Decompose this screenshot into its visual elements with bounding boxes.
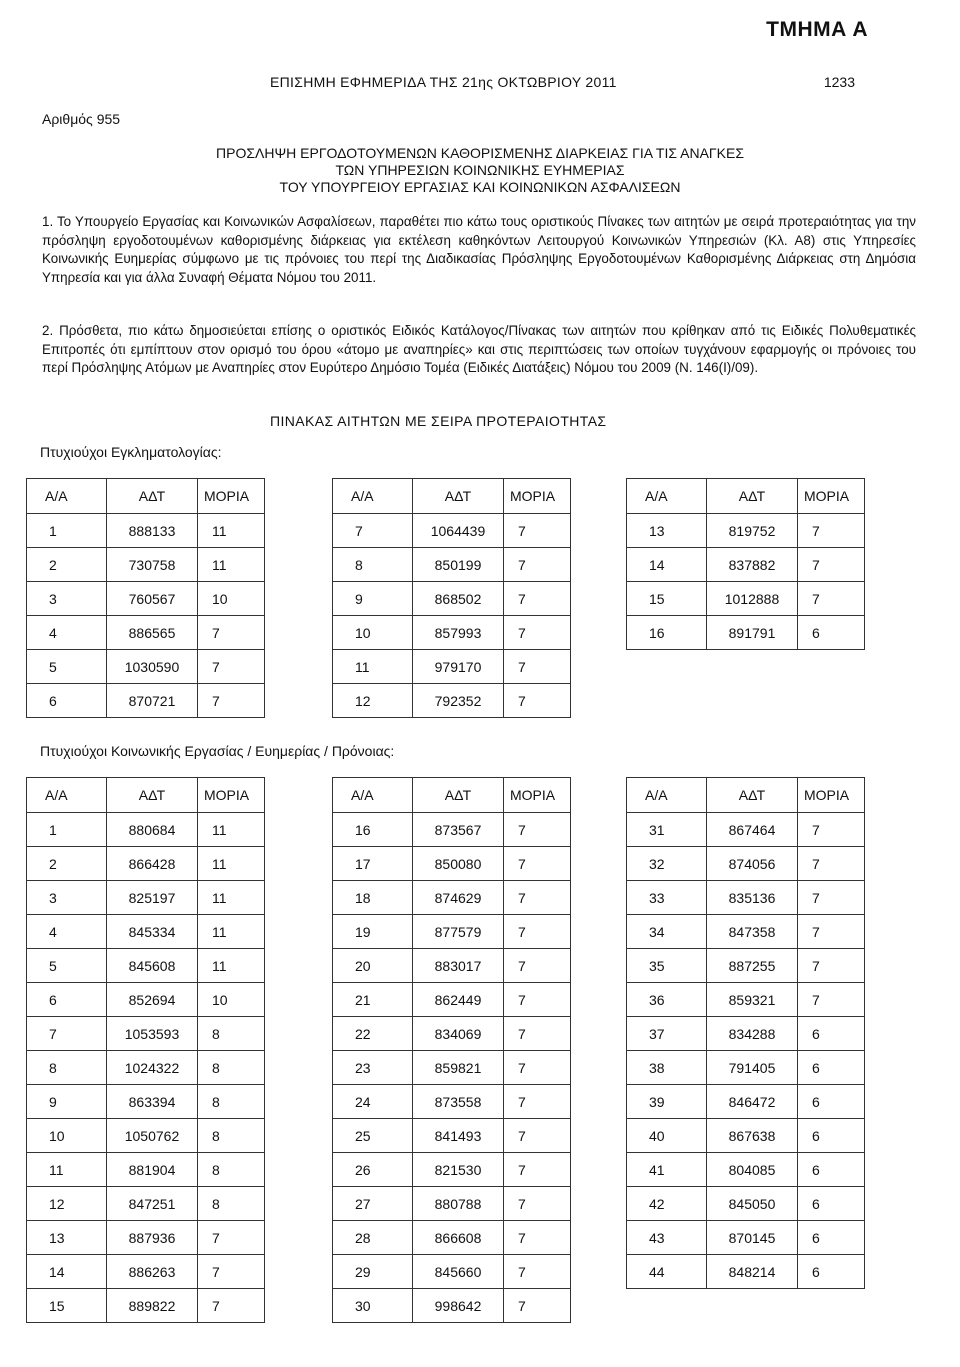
row-number: 10 <box>27 1119 107 1153</box>
group-label-criminology: Πτυχιούχοι Εγκληματολογίας: <box>40 444 222 460</box>
points: 8 <box>198 1153 265 1187</box>
table-row <box>333 1153 571 1187</box>
id-number: 883017 <box>413 949 504 983</box>
id-number: 819752 <box>707 514 798 548</box>
row-number: 14 <box>27 1255 107 1289</box>
row-number: 33 <box>627 881 707 915</box>
id-number: 979170 <box>413 650 504 684</box>
column-header: ΜΟΡΙΑ <box>504 778 571 813</box>
table-row <box>333 1051 571 1085</box>
points: 7 <box>504 1017 571 1051</box>
id-number: 874056 <box>707 847 798 881</box>
column-header: ΑΔΤ <box>707 778 798 813</box>
table-row <box>627 983 865 1017</box>
table-row <box>627 881 865 915</box>
table-header-row <box>627 778 865 813</box>
table-header-row <box>333 479 571 514</box>
id-number: 821530 <box>413 1153 504 1187</box>
section-label: ΤΜΗΜΑ Α <box>766 18 868 41</box>
table-row <box>627 1119 865 1153</box>
table-row <box>627 1187 865 1221</box>
table-row <box>333 1289 571 1323</box>
points: 7 <box>504 582 571 616</box>
points: 11 <box>198 949 265 983</box>
column-header: ΑΔΤ <box>107 479 198 514</box>
points: 7 <box>798 949 865 983</box>
id-number: 998642 <box>413 1289 504 1323</box>
row-number: 8 <box>27 1051 107 1085</box>
id-number: 866428 <box>107 847 198 881</box>
row-number: 37 <box>627 1017 707 1051</box>
id-number: 874629 <box>413 881 504 915</box>
row-number: 29 <box>333 1255 413 1289</box>
id-number: 850199 <box>413 548 504 582</box>
points: 7 <box>504 1153 571 1187</box>
table-row <box>27 1017 265 1051</box>
points: 6 <box>798 1153 865 1187</box>
id-number: 868502 <box>413 582 504 616</box>
row-number: 2 <box>27 548 107 582</box>
row-number: 31 <box>627 813 707 847</box>
row-number: 4 <box>27 616 107 650</box>
id-number: 834288 <box>707 1017 798 1051</box>
row-number: 7 <box>333 514 413 548</box>
id-number: 1024322 <box>107 1051 198 1085</box>
row-number: 9 <box>333 582 413 616</box>
id-number: 881904 <box>107 1153 198 1187</box>
table-header-row <box>27 479 265 514</box>
id-number: 889822 <box>107 1289 198 1323</box>
table-row <box>27 915 265 949</box>
points: 7 <box>504 983 571 1017</box>
points: 7 <box>198 1255 265 1289</box>
points: 7 <box>198 616 265 650</box>
table-row <box>27 983 265 1017</box>
points: 7 <box>198 1289 265 1323</box>
row-number: 14 <box>627 548 707 582</box>
row-number: 17 <box>333 847 413 881</box>
points: 11 <box>198 813 265 847</box>
points: 7 <box>504 915 571 949</box>
row-number: 39 <box>627 1085 707 1119</box>
id-number: 791405 <box>707 1051 798 1085</box>
table-row <box>333 983 571 1017</box>
table-row <box>333 1255 571 1289</box>
table-row <box>627 1085 865 1119</box>
row-number: 23 <box>333 1051 413 1085</box>
roster-table <box>626 777 865 1289</box>
points: 11 <box>198 847 265 881</box>
id-number: 863394 <box>107 1085 198 1119</box>
points: 6 <box>798 1085 865 1119</box>
points: 7 <box>198 650 265 684</box>
row-number: 16 <box>627 616 707 650</box>
id-number: 730758 <box>107 548 198 582</box>
column-header: Α/Α <box>627 778 707 813</box>
table-row <box>627 514 865 548</box>
id-number: 880684 <box>107 813 198 847</box>
id-number: 1030590 <box>107 650 198 684</box>
row-number: 2 <box>27 847 107 881</box>
row-number: 35 <box>627 949 707 983</box>
row-number: 12 <box>333 684 413 718</box>
points: 8 <box>198 1119 265 1153</box>
points: 11 <box>198 514 265 548</box>
column-header: ΜΟΡΙΑ <box>798 479 865 514</box>
points: 6 <box>798 1119 865 1153</box>
id-number: 880788 <box>413 1187 504 1221</box>
column-header: Α/Α <box>27 778 107 813</box>
points: 7 <box>504 650 571 684</box>
table-row <box>627 548 865 582</box>
row-number: 43 <box>627 1221 707 1255</box>
points: 7 <box>198 1221 265 1255</box>
id-number: 886263 <box>107 1255 198 1289</box>
row-number: 28 <box>333 1221 413 1255</box>
table-row <box>27 847 265 881</box>
table-row <box>627 1255 865 1289</box>
row-number: 24 <box>333 1085 413 1119</box>
column-header: Α/Α <box>333 479 413 514</box>
column-header: ΜΟΡΙΑ <box>798 778 865 813</box>
id-number: 877579 <box>413 915 504 949</box>
points: 7 <box>504 1187 571 1221</box>
row-number: 18 <box>333 881 413 915</box>
table-row <box>27 1187 265 1221</box>
points: 7 <box>798 881 865 915</box>
id-number: 870721 <box>107 684 198 718</box>
table-row <box>627 1153 865 1187</box>
table-row <box>27 684 265 718</box>
table-row <box>333 1187 571 1221</box>
id-number: 859321 <box>707 983 798 1017</box>
table-row <box>27 616 265 650</box>
id-number: 852694 <box>107 983 198 1017</box>
table-row <box>27 1119 265 1153</box>
table-row <box>333 684 571 718</box>
points: 7 <box>198 684 265 718</box>
roster-table <box>626 478 865 650</box>
row-number: 21 <box>333 983 413 1017</box>
points: 8 <box>198 1187 265 1221</box>
group-label-social-work: Πτυχιούχοι Κοινωνικής Εργασίας / Ευημερίας / Πρόνοιας: <box>40 743 395 759</box>
notice-number: Αριθμός 955 <box>42 111 121 127</box>
points: 7 <box>504 1221 571 1255</box>
id-number: 867464 <box>707 813 798 847</box>
table-row <box>333 582 571 616</box>
row-number: 32 <box>627 847 707 881</box>
table-row <box>27 650 265 684</box>
row-number: 12 <box>27 1187 107 1221</box>
row-number: 13 <box>627 514 707 548</box>
table-row <box>627 616 865 650</box>
id-number: 804085 <box>707 1153 798 1187</box>
table-row <box>627 582 865 616</box>
table-row <box>27 1255 265 1289</box>
points: 7 <box>504 1085 571 1119</box>
id-number: 841493 <box>413 1119 504 1153</box>
id-number: 870145 <box>707 1221 798 1255</box>
points: 7 <box>504 949 571 983</box>
points: 7 <box>798 983 865 1017</box>
table-row <box>333 949 571 983</box>
row-number: 9 <box>27 1085 107 1119</box>
table-row <box>27 582 265 616</box>
table-row <box>627 1221 865 1255</box>
table-row <box>627 915 865 949</box>
table-row <box>27 1085 265 1119</box>
row-number: 3 <box>27 582 107 616</box>
id-number: 862449 <box>413 983 504 1017</box>
row-number: 22 <box>333 1017 413 1051</box>
row-number: 5 <box>27 650 107 684</box>
id-number: 792352 <box>413 684 504 718</box>
id-number: 847251 <box>107 1187 198 1221</box>
id-number: 1050762 <box>107 1119 198 1153</box>
table-row <box>27 1289 265 1323</box>
points: 7 <box>504 1051 571 1085</box>
row-number: 1 <box>27 514 107 548</box>
row-number: 27 <box>333 1187 413 1221</box>
table-row <box>333 813 571 847</box>
table-row <box>333 1119 571 1153</box>
id-number: 845608 <box>107 949 198 983</box>
table-row <box>627 1051 865 1085</box>
id-number: 1053593 <box>107 1017 198 1051</box>
table-row <box>627 847 865 881</box>
id-number: 1064439 <box>413 514 504 548</box>
points: 7 <box>504 684 571 718</box>
table-title: ΠΙΝΑΚΑΣ ΑΙΤΗΤΩΝ ΜΕ ΣΕΙΡΑ ΠΡΟΤΕΡΑΙΟΤΗΤΑΣ <box>270 413 607 429</box>
id-number: 847358 <box>707 915 798 949</box>
roster-table <box>332 777 571 1323</box>
column-header: Α/Α <box>627 479 707 514</box>
row-number: 44 <box>627 1255 707 1289</box>
roster-table <box>26 478 265 718</box>
row-number: 6 <box>27 983 107 1017</box>
table-row <box>627 1017 865 1051</box>
notice-title-line: ΠΡΟΣΛΗΨΗ ΕΡΓΟΔΟΤΟΥΜΕΝΩΝ ΚΑΘΟΡΙΣΜΕΝΗΣ ΔΙΑΡΚΕΙΑΣ ΓΙΑ ΤΙΣ ΑΝΑΓΚΕΣ <box>216 145 744 161</box>
points: 8 <box>198 1051 265 1085</box>
points: 7 <box>504 813 571 847</box>
row-number: 11 <box>27 1153 107 1187</box>
row-number: 10 <box>333 616 413 650</box>
points: 7 <box>798 813 865 847</box>
table-row <box>333 915 571 949</box>
column-header: ΜΟΡΙΑ <box>504 479 571 514</box>
id-number: 887255 <box>707 949 798 983</box>
points: 7 <box>798 915 865 949</box>
row-number: 26 <box>333 1153 413 1187</box>
row-number: 42 <box>627 1187 707 1221</box>
table-row <box>333 514 571 548</box>
id-number: 1012888 <box>707 582 798 616</box>
table-header-row <box>333 778 571 813</box>
row-number: 34 <box>627 915 707 949</box>
id-number: 846472 <box>707 1085 798 1119</box>
table-row <box>627 813 865 847</box>
table-row <box>333 616 571 650</box>
id-number: 760567 <box>107 582 198 616</box>
row-number: 20 <box>333 949 413 983</box>
id-number: 845660 <box>413 1255 504 1289</box>
table-row <box>333 1017 571 1051</box>
id-number: 845050 <box>707 1187 798 1221</box>
row-number: 15 <box>27 1289 107 1323</box>
table-row <box>27 514 265 548</box>
id-number: 866608 <box>413 1221 504 1255</box>
row-number: 36 <box>627 983 707 1017</box>
points: 11 <box>198 881 265 915</box>
column-header: ΜΟΡΙΑ <box>198 479 265 514</box>
roster-table <box>332 478 571 718</box>
id-number: 891791 <box>707 616 798 650</box>
table-row <box>27 813 265 847</box>
table-row <box>27 881 265 915</box>
points: 7 <box>504 847 571 881</box>
row-number: 11 <box>333 650 413 684</box>
row-number: 15 <box>627 582 707 616</box>
paragraph-2: 2. Πρόσθετα, πιο κάτω δημοσιεύεται επίσης ο οριστικός Ειδικός Κατάλογος/Πίνακας των αιτητών που κρίθηκαν από τις Ειδικές Πολυθεματικές Επιτροπές ότι εμπίπτουν στον ορισμό του όρου «άτομο με αναπηρίες» και στις περιπτώσεις των οποίων τυγχάνουν εφαρμογής οι πρόνοιες του περί Πρόσληψης Ατόμων με Αναπηρίες στον Ευρύτερο Δημόσιο Τομέα (Ειδικές Διατάξεις) Νόμου του 2009 (Ν. 146(Ι)/09). <box>42 323 916 375</box>
column-header: ΑΔΤ <box>413 778 504 813</box>
row-number: 8 <box>333 548 413 582</box>
points: 8 <box>198 1017 265 1051</box>
row-number: 30 <box>333 1289 413 1323</box>
points: 7 <box>504 881 571 915</box>
row-number: 13 <box>27 1221 107 1255</box>
table-row <box>333 1085 571 1119</box>
id-number: 886565 <box>107 616 198 650</box>
points: 7 <box>504 1289 571 1323</box>
points: 11 <box>198 915 265 949</box>
id-number: 837882 <box>707 548 798 582</box>
row-number: 19 <box>333 915 413 949</box>
id-number: 857993 <box>413 616 504 650</box>
points: 6 <box>798 1255 865 1289</box>
id-number: 834069 <box>413 1017 504 1051</box>
points: 10 <box>198 983 265 1017</box>
points: 6 <box>798 1187 865 1221</box>
column-header: Α/Α <box>333 778 413 813</box>
id-number: 873558 <box>413 1085 504 1119</box>
points: 7 <box>798 847 865 881</box>
column-header: Α/Α <box>27 479 107 514</box>
table-row <box>333 881 571 915</box>
id-number: 850080 <box>413 847 504 881</box>
table-row <box>333 1221 571 1255</box>
points: 6 <box>798 616 865 650</box>
points: 7 <box>504 514 571 548</box>
table-row <box>333 847 571 881</box>
points: 7 <box>504 548 571 582</box>
table-row <box>27 1221 265 1255</box>
id-number: 887936 <box>107 1221 198 1255</box>
table-row <box>27 949 265 983</box>
table-row <box>627 949 865 983</box>
points: 6 <box>798 1221 865 1255</box>
points: 10 <box>198 582 265 616</box>
table-row <box>27 1051 265 1085</box>
notice-title-line: ΤΟΥ ΥΠΟΥΡΓΕΙΟΥ ΕΡΓΑΣΙΑΣ ΚΑΙ ΚΟΙΝΩΝΙΚΩΝ ΑΣΦΑΛΙΣΕΩΝ <box>279 179 681 195</box>
column-header: ΑΔΤ <box>107 778 198 813</box>
row-number: 41 <box>627 1153 707 1187</box>
page-number: 1233 <box>823 74 855 90</box>
table-row <box>27 548 265 582</box>
column-header: ΜΟΡΙΑ <box>198 778 265 813</box>
id-number: 867638 <box>707 1119 798 1153</box>
row-number: 7 <box>27 1017 107 1051</box>
table-row <box>333 650 571 684</box>
id-number: 835136 <box>707 881 798 915</box>
points: 11 <box>198 548 265 582</box>
points: 7 <box>798 548 865 582</box>
points: 7 <box>798 582 865 616</box>
points: 7 <box>504 616 571 650</box>
id-number: 888133 <box>107 514 198 548</box>
row-number: 16 <box>333 813 413 847</box>
table-header-row <box>627 479 865 514</box>
table-header-row <box>27 778 265 813</box>
id-number: 873567 <box>413 813 504 847</box>
points: 6 <box>798 1017 865 1051</box>
column-header: ΑΔΤ <box>707 479 798 514</box>
points: 6 <box>798 1051 865 1085</box>
gazette-title: ΕΠΙΣΗΜΗ ΕΦΗΜΕΡΙΔΑ ΤΗΣ 21ης ΟΚΤΩΒΡΙΟΥ 2011 <box>270 74 617 90</box>
row-number: 38 <box>627 1051 707 1085</box>
row-number: 40 <box>627 1119 707 1153</box>
id-number: 848214 <box>707 1255 798 1289</box>
table-row <box>333 548 571 582</box>
roster-table <box>26 777 265 1323</box>
paragraph-1: 1. Το Υπουργείο Εργασίας και Κοινωνικών Ασφαλίσεων, παραθέτει πιο κάτω τους οριστικούς Πίνακες των αιτητών με σειρά προτεραιότητας για την πρόσληψη εργοδοτουμένων καθορισμένης διάρκειας για εκτέλεση καθηκόντων Λειτουργού Κοινωνικών Υπηρεσιών (Κλ. Α8) στις Υπηρεσίες Κοινωνικής Ευημερίας σύμφωνο με τις πρόνοιες του περί της Διαδικασίας Πρόσληψης Εργοδοτουμένων Καθορισμένης Διάρκειας στη Δημόσια Υπηρεσία και για άλλα Συναφή Θέματα Νόμου του 2011. <box>42 214 916 285</box>
row-number: 6 <box>27 684 107 718</box>
points: 7 <box>504 1119 571 1153</box>
id-number: 859821 <box>413 1051 504 1085</box>
points: 7 <box>504 1255 571 1289</box>
points: 7 <box>798 514 865 548</box>
points: 8 <box>198 1085 265 1119</box>
id-number: 845334 <box>107 915 198 949</box>
notice-title-line: ΤΩΝ ΥΠΗΡΕΣΙΩΝ ΚΟΙΝΩΝΙΚΗΣ ΕΥΗΜΕΡΙΑΣ <box>335 162 625 178</box>
row-number: 4 <box>27 915 107 949</box>
table-row <box>27 1153 265 1187</box>
row-number: 1 <box>27 813 107 847</box>
row-number: 25 <box>333 1119 413 1153</box>
column-header: ΑΔΤ <box>413 479 504 514</box>
row-number: 5 <box>27 949 107 983</box>
id-number: 825197 <box>107 881 198 915</box>
row-number: 3 <box>27 881 107 915</box>
